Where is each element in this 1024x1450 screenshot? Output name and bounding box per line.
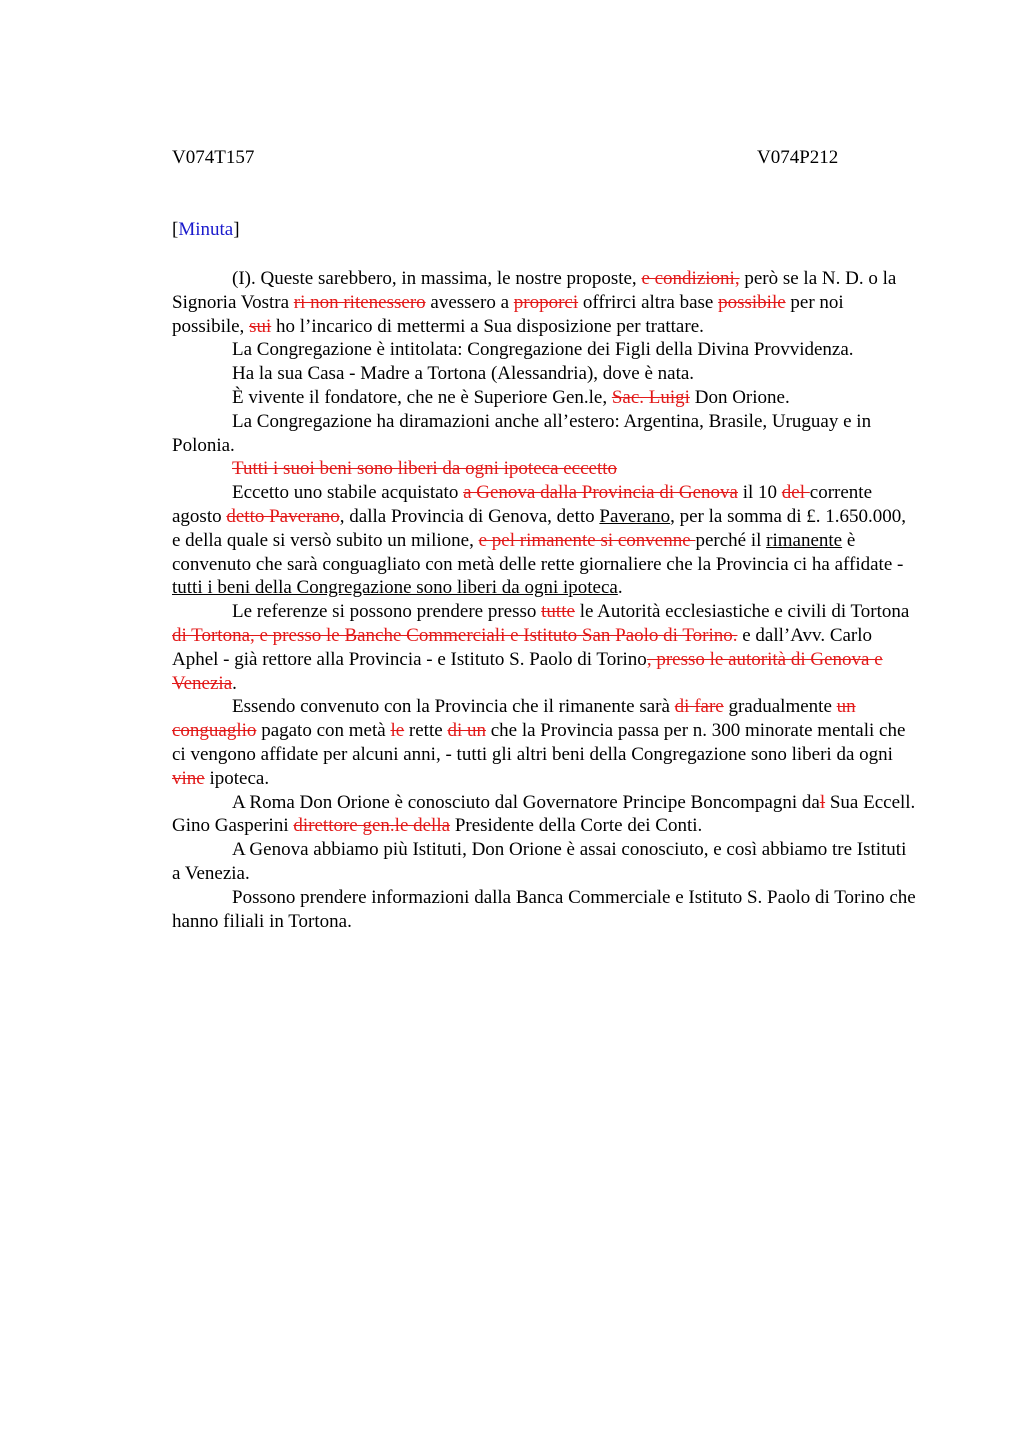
paragraph (172, 481, 918, 600)
text-segment: gradualmente (723, 696, 837, 718)
minuta-close-bracket: ] (233, 219, 240, 240)
paragraph (172, 338, 918, 362)
text-segment: La Congregazione ha diramazioni anche all’estero: Argentina, Brasile, Uruguay e in Polonia. (172, 410, 872, 456)
text-segment: È vivente il fondatore, che ne è Superiore Gen.le, (232, 386, 612, 408)
minuta-open-bracket: [ (172, 219, 179, 240)
text-segment: è convenuto che sarà conguagliato con metà delle rette giornaliere che la Provincia ci ha affidate - (172, 529, 904, 575)
deleted-text: e condizioni, (641, 268, 740, 289)
underlined-text: Paverano (599, 505, 671, 527)
text-segment: A Roma Don Orione è conosciuto dal Governatore Principe Boncompagni da (232, 791, 820, 813)
deleted-text: del (781, 482, 810, 504)
letter-body (172, 267, 918, 933)
text-segment: il 10 (737, 482, 782, 504)
text-segment: , dalla Provincia di Genova, detto (339, 505, 600, 527)
text-segment: rette (404, 720, 448, 742)
text-segment: (I). Queste sarebbero, in massima, le nostre proposte, (232, 268, 642, 289)
underlined-text: rimanente (766, 529, 843, 551)
text-segment: però se la N. D. o la Signoria Vostra (172, 268, 897, 313)
text-segment: Sua Eccell. Gino Gasperini (172, 791, 916, 837)
paragraph (172, 695, 918, 790)
paragraph (172, 410, 918, 458)
text-segment: . (617, 577, 623, 599)
text-segment: La Congregazione è intitolata: Congregazione dei Figli della Divina Provvidenza. (232, 339, 854, 361)
minuta-label (172, 219, 240, 241)
text-segment: Possono prendere informazioni dalla Banca Commerciale e Istituto S. Paolo di Torino che hanno filiali in Tortona. (172, 886, 916, 932)
deleted-text: un conguaglio (172, 696, 856, 742)
paragraph (172, 791, 918, 839)
text-segment: . (232, 672, 237, 694)
deleted-text: a Genova dalla Provincia di Genova (463, 482, 738, 504)
deleted-text: , presso le autorità di Genova e Venezia (172, 648, 883, 694)
text-segment: ho l’incarico di mettermi a Sua disposizione per trattare. (271, 315, 704, 337)
text-segment: ipoteca. (204, 767, 270, 789)
underlined-text: tutti i beni della Congregazione sono liberi da ogni ipoteca (172, 577, 618, 599)
paragraph (172, 838, 918, 886)
deleted-text: di un (447, 720, 486, 742)
text-segment: Le referenze si possono prendere presso (232, 601, 542, 623)
paragraph (172, 600, 918, 695)
deleted-text: Tutti i suoi beni sono liberi da ogni ipoteca eccetto (232, 458, 618, 480)
deleted-text: sui (249, 315, 272, 337)
deleted-text: possibile (718, 291, 786, 313)
text-segment: le Autorità ecclesiastiche e civili di Tortona (574, 601, 910, 623)
deleted-text: di Tortona, e presso le Banche Commerciali e Istituto San Paolo di Torino. (172, 624, 738, 646)
deleted-text: detto Paverano (226, 505, 340, 527)
paragraph (172, 457, 918, 481)
paragraph (172, 886, 918, 934)
deleted-text: e pel rimanente si convenne (478, 529, 696, 551)
deleted-text: proporci (513, 291, 579, 313)
text-segment: Presidente della Corte dei Conti. (450, 815, 703, 837)
text-segment: che la Provincia passa per n. 300 minorate mentali che ci vengono affidate per alcuni anni, - tutti gli altri beni della Congregazione sono liberi da ogni (172, 720, 906, 765)
text-segment: Ha la sua Casa - Madre a Tortona (Alessandria), dove è nata. (232, 363, 695, 385)
text-segment: Don Orione. (689, 386, 790, 408)
text-segment: offrirci altra base (578, 291, 719, 313)
deleted-text: ri non ritenessero (293, 291, 426, 313)
deleted-text: tutte (541, 601, 575, 623)
deleted-text: le (390, 720, 405, 742)
text-segment: perché il (695, 529, 767, 551)
text-segment: avessero a (425, 291, 514, 313)
paragraph (172, 362, 918, 386)
deleted-text: l (819, 791, 826, 813)
deleted-text: Sac. Luigi (611, 386, 690, 408)
text-segment: Essendo convenuto con la Provincia che il rimanente sarà (232, 696, 675, 718)
deleted-text: di fare (674, 696, 724, 718)
minuta-word: Minuta (178, 219, 234, 240)
paragraph (172, 267, 918, 338)
text-segment: corrente agosto (172, 482, 872, 527)
text-segment: Eccetto uno stabile acquistato (232, 482, 464, 504)
deleted-text: direttore gen.le della (293, 815, 451, 837)
header-right-code: V074P212 (757, 147, 839, 168)
deleted-text: vine (172, 767, 205, 789)
text-segment: e dall’Avv. Carlo Aphel - già rettore alla Provincia - e Istituto S. Paolo di Torino (172, 624, 873, 670)
text-segment: , per la somma di £. 1.650.000, e della quale si versò subito un milione, (172, 505, 906, 551)
text-segment: A Genova abbiamo più Istituti, Don Orione è assai conosciuto, e così abbiamo tre Istituti a Venezia. (172, 839, 907, 884)
paragraph (172, 386, 918, 410)
header-left-code: V074T157 (172, 147, 255, 168)
text-segment: pagato con metà (256, 720, 391, 742)
text-segment: per noi possibile, (172, 291, 844, 337)
